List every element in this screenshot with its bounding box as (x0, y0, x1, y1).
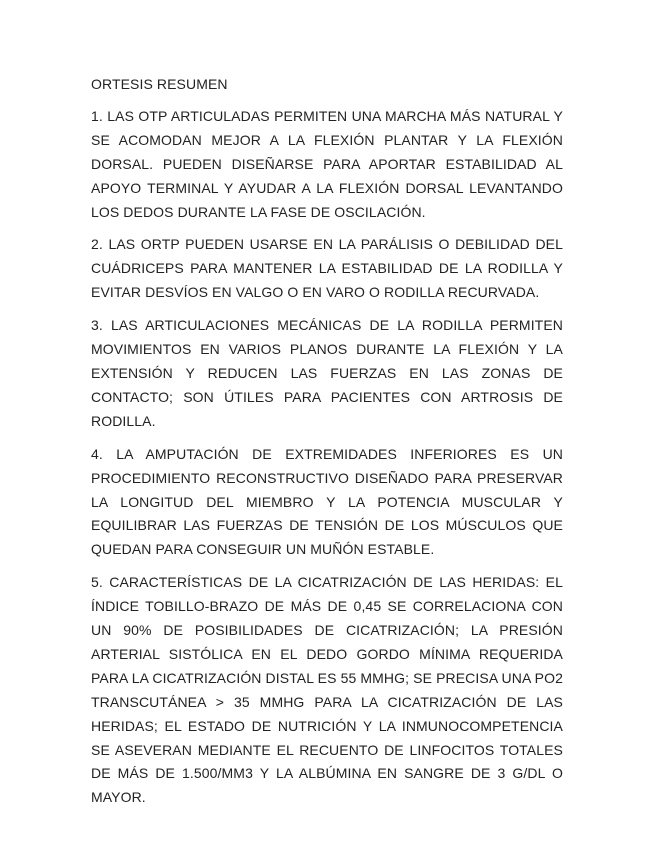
paragraph-3: 3. LAS ARTICULACIONES MECÁNICAS DE LA RODILLA PERMITEN MOVIMIENTOS EN VARIOS PLANOS DURANTE LA FLEXIÓN Y LA EXTENSIÓN Y REDUCEN LAS FUERZAS EN LAS ZONAS DE CONTACTO; SON ÚTILES PARA PACIENTES CON ARTROSIS DE RODILLA. (91, 317, 563, 429)
paragraph-1: 1. LAS OTP ARTICULADAS PERMITEN UNA MARCHA MÁS NATURAL Y SE ACOMODAN MEJOR A LA FLEXIÓN PLANTAR Y LA FLEXIÓN DORSAL. PUEDEN DISEÑARSE PARA APORTAR ESTABILIDAD AL APOYO TERMINAL Y AYUDAR A LA FLEXIÓN DORSAL LEVANTANDO LOS DEDOS DURANTE LA FASE DE OSCILACIÓN. (91, 107, 563, 220)
document-page (91, 73, 563, 819)
document-title: ORTESIS RESUMEN (91, 76, 228, 92)
paragraph-5: 5. CARACTERÍSTICAS DE LA CICATRIZACIÓN DE LAS HERIDAS: EL ÍNDICE TOBILLO-BRAZO DE MÁS DE 0,45 SE CORRELACIONA CON UN 90% DE POSIBILIDADES DE CICATRIZACIÓN; LA PRESIÓN ARTERIAL SISTÓLICA EN EL DEDO GORDO MÍNIMA REQUERIDA PARA LA CICATRIZACIÓN DISTAL ES 55 MMHG; SE PRECISA UNA PO2 TRANSCUTÁNEA > 35 MMHG PARA LA CICATRIZACIÓN DE LAS HERIDAS; EL ESTADO DE NUTRICIÓN Y LA INMUNOCOMPETENCIA SE ASEVERAN MEDIANTE EL RECUENTO DE LINFOCITOS TOTALES DE MÁS DE 1.500/MM3 Y LA ALBÚMINA EN SANGRE DE 3 G/DL O MAYOR. (91, 574, 563, 806)
paragraph-2: 2. LAS ORTP PUEDEN USARSE EN LA PARÁLISIS O DEBILIDAD DEL CUÁDRICEPS PARA MANTENER LA ESTABILIDAD DE LA RODILLA Y EVITAR DESVÍOS EN VALGO O EN VARO O RODILLA RECURVADA. (91, 236, 563, 301)
paragraph-4: 4. LA AMPUTACIÓN DE EXTREMIDADES INFERIORES ES UN PROCEDIMIENTO RECONSTRUCTIVO DISEÑADO PARA PRESERVAR LA LONGITUD DEL MIEMBRO Y LA POTENCIA MUSCULAR Y EQUILIBRAR LAS FUERZAS DE TENSIÓN DE LOS MÚSCULOS QUE QUEDAN PARA CONSEGUIR UN MUÑÓN ESTABLE. (91, 445, 563, 558)
